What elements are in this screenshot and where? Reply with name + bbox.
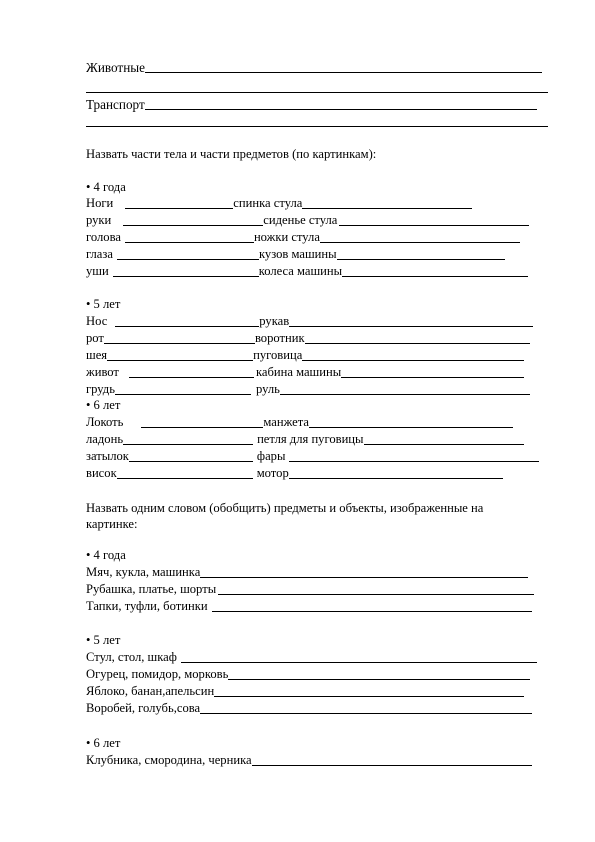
row-right-label: сиденье стула [263,213,338,228]
single-col-row [86,684,524,698]
answer-blank[interactable] [125,208,233,209]
answer-blank[interactable] [145,72,542,73]
answer-blank[interactable] [104,343,255,344]
two-col-row [86,247,505,261]
row-right-label: колеса машины [258,264,343,279]
row-left-label: Локоть [86,415,124,430]
answer-blank[interactable] [289,326,533,327]
transport-line [86,97,537,111]
answer-blank[interactable] [200,713,532,714]
row-right-label: кабина машины [255,365,342,380]
answer-blank[interactable] [86,126,548,127]
answer-blank[interactable] [86,92,548,93]
answer-blank[interactable] [214,696,524,697]
two-col-row [86,382,530,396]
row-left-label: грудь [86,382,115,397]
answer-blank[interactable] [309,427,513,428]
answer-blank[interactable] [141,427,263,428]
answer-blank[interactable] [342,276,528,277]
answer-blank[interactable] [117,259,259,260]
row-left-label: Нос [86,314,108,329]
row-label: Яблоко, банан,апельсин [86,684,215,699]
answer-blank[interactable] [107,360,253,361]
row-label: Стул, стол, шкаф [86,650,177,665]
two-col-row [86,348,524,362]
row-left-label: голова [86,230,121,245]
answer-blank[interactable] [218,594,534,595]
row-left-label: висок [86,466,117,481]
row-left-label: живот [86,365,119,380]
single-col-row [86,599,532,613]
single-col-row [86,582,534,596]
row-right-label: воротник [254,331,305,346]
two-col-row [86,314,533,328]
row-left-label: рот [86,331,104,346]
animals-line [86,60,542,74]
answer-blank[interactable] [252,765,532,766]
answer-blank[interactable] [129,461,253,462]
row-label: Огурец, помидор, морковь [86,667,229,682]
answer-blank[interactable] [181,662,537,663]
two-col-row [86,365,524,379]
answer-blank[interactable] [123,225,263,226]
two-col-row [86,264,528,278]
answer-blank[interactable] [117,478,253,479]
age-label: • 6 лет [86,736,121,750]
answer-blank[interactable] [364,444,524,445]
answer-blank[interactable] [212,611,532,612]
answer-blank[interactable] [302,208,472,209]
section2-heading-line1: Назвать одним словом (обобщить) предметы и объекты, изображенные на [86,501,484,515]
transport-label: Транспорт [86,96,145,112]
single-col-row [86,753,532,767]
age-label: • 4 года [86,548,126,562]
row-left-label: затылок [86,449,129,464]
row-right-label: манжета [263,415,309,430]
answer-blank[interactable] [145,109,537,110]
blank-line [86,80,548,94]
row-left-label: уши [86,264,109,279]
two-col-row [86,331,530,345]
animals-label: Животные [86,59,145,75]
row-label: Воробей, голубь,сова [86,701,201,716]
answer-blank[interactable] [339,225,529,226]
answer-blank[interactable] [289,461,539,462]
row-left-label: шея [86,348,108,363]
answer-blank[interactable] [115,326,259,327]
two-col-row [86,213,529,227]
row-right-label: спинка стула [233,196,303,211]
single-col-row [86,565,528,579]
answer-blank[interactable] [129,377,254,378]
row-left-label: ладонь [86,432,124,447]
two-col-row [86,415,513,429]
answer-blank[interactable] [115,394,251,395]
answer-blank[interactable] [341,377,524,378]
answer-blank[interactable] [125,242,254,243]
single-col-row [86,701,532,715]
two-col-row [86,196,472,210]
row-right-label: петля для пуговицы [257,432,364,447]
answer-blank[interactable] [337,259,505,260]
answer-blank[interactable] [113,276,259,277]
answer-blank[interactable] [289,478,503,479]
answer-blank[interactable] [228,679,530,680]
single-col-row [86,650,537,664]
row-label: Клубника, смородина, черника [86,753,252,768]
single-col-row [86,667,530,681]
row-left-label: руки [86,213,112,228]
answer-blank[interactable] [320,242,520,243]
row-label: Мяч, кукла, машинка [86,565,201,580]
answer-blank[interactable] [123,444,253,445]
section2-heading-line2: картинке: [86,517,138,531]
row-left-label: глаза [86,247,113,262]
section1-heading: Назвать части тела и части предметов (по картинкам): [86,147,377,161]
two-col-row [86,466,503,480]
row-right-label: руль [255,382,280,397]
blank-line [86,114,548,128]
row-label: Тапки, туфли, ботинки [86,599,208,614]
answer-blank[interactable] [305,343,530,344]
age-label: • 4 года [86,180,126,194]
row-right-label: фары [256,449,286,464]
two-col-row [86,432,524,446]
answer-blank[interactable] [302,360,524,361]
answer-blank[interactable] [200,577,528,578]
age-label: • 5 лет [86,633,121,647]
age-label: • 5 лет [86,297,121,311]
row-label: Рубашка, платье, шорты [86,582,217,597]
age-label: • 6 лет [86,398,121,412]
row-right-label: ножки стула [253,230,320,245]
answer-blank[interactable] [280,394,530,395]
row-right-label: мотор [256,466,289,481]
row-right-label: кузов машины [258,247,337,262]
two-col-row [86,230,520,244]
row-right-label: рукав [259,314,290,329]
two-col-row [86,449,539,463]
row-right-label: пуговица [253,348,303,363]
row-left-label: Ноги [86,196,114,211]
